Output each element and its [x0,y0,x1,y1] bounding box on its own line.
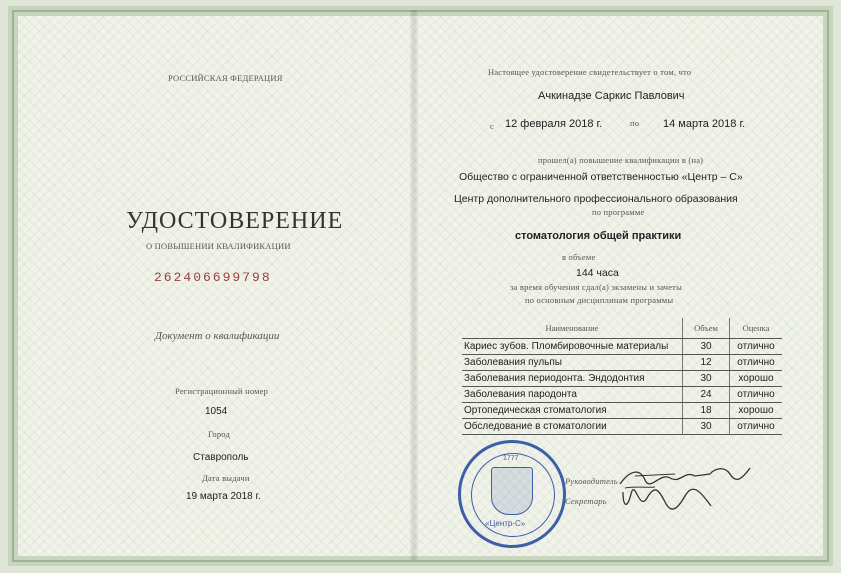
to-date: 14 марта 2018 г. [663,118,746,130]
organization-seal [458,440,566,548]
discipline-grade: хорошо [730,371,783,387]
discipline-name: Обследование в стоматологии [462,419,683,435]
table-row [462,355,782,371]
document-title: УДОСТОВЕРЕНИЕ [126,208,344,234]
table-row [462,419,782,435]
country-label: РОССИЙСКАЯ ФЕДЕРАЦИЯ [168,73,283,83]
program-name: стоматология общей практики [515,230,682,242]
discipline-hours: 18 [683,403,730,419]
discipline-name: Ортопедическая стоматология [462,403,683,419]
discipline-name: Заболевания периодонта. Эндодонтия [462,371,683,387]
discipline-grade: отлично [730,339,783,355]
volume-hours: 144 часа [576,267,619,279]
reg-number-label: Регистрационный номер [175,386,269,396]
document-type: Документ о квалификации [155,330,280,342]
discipline-name: Заболевания пародонта [462,387,683,403]
discipline-hours: 30 [683,339,730,355]
column-header-name: Наименование [462,318,683,339]
table-row [462,339,782,355]
discipline-grade: хорошо [730,403,783,419]
seal-emblem-icon [491,467,533,515]
secretary-label: Секретарь [565,496,607,506]
disciplines-table [462,318,782,435]
organization-line2: Центр дополнительного профессионального образования [454,193,738,205]
issue-date: 19 марта 2018 г. [186,491,261,502]
table-row [462,387,782,403]
issue-date-label: Дата выдачи [202,473,250,483]
discipline-hours: 30 [683,371,730,387]
from-date: 12 февраля 2018 г. [505,118,603,130]
discipline-hours: 12 [683,355,730,371]
discipline-name: Кариес зубов. Пломбировочные материалы [462,339,683,355]
passed-text: прошел(а) повышение квалификации в (на) [538,155,704,165]
program-label: по программе [592,207,645,217]
certificate-number: 262406699798 [154,270,272,285]
discipline-grade: отлично [730,387,783,403]
discipline-grade: отлично [730,355,783,371]
intro-text: Настоящее удостоверение свидетельствует о том, что [488,67,692,77]
person-name: Ачкинадзе Саркис Павлович [538,90,685,102]
from-label: с [490,121,494,131]
document-subtitle: О ПОВЫШЕНИИ КВАЛИФИКАЦИИ [146,241,291,251]
secretary-signature-icon [615,482,725,516]
discipline-hours: 30 [683,419,730,435]
discipline-hours: 24 [683,387,730,403]
reg-number: 1054 [205,406,228,417]
table-header-row [462,318,782,339]
city: Ставрополь [193,452,249,463]
exam-text-line2: по основным дисциплинам программы [525,295,674,305]
to-label: по [630,118,640,128]
volume-label: в объеме [562,252,596,262]
head-label: Руководитель [565,476,618,486]
organization-line1: Общество с ограниченной ответственностью «Центр – С» [459,171,743,183]
column-header-grade: Оценка [730,318,783,339]
page-fold [410,10,418,560]
exam-text-line1: за время обучения сдал(а) экзамены и зачеты [510,282,683,292]
column-header-volume: Объем [683,318,730,339]
table-row [462,403,782,419]
seal-year: 1777 [503,455,519,462]
table-row [462,371,782,387]
discipline-grade: отлично [730,419,783,435]
city-label: Город [208,429,230,439]
discipline-name: Заболевания пульпы [462,355,683,371]
seal-label: «Центр-С» [485,519,526,528]
